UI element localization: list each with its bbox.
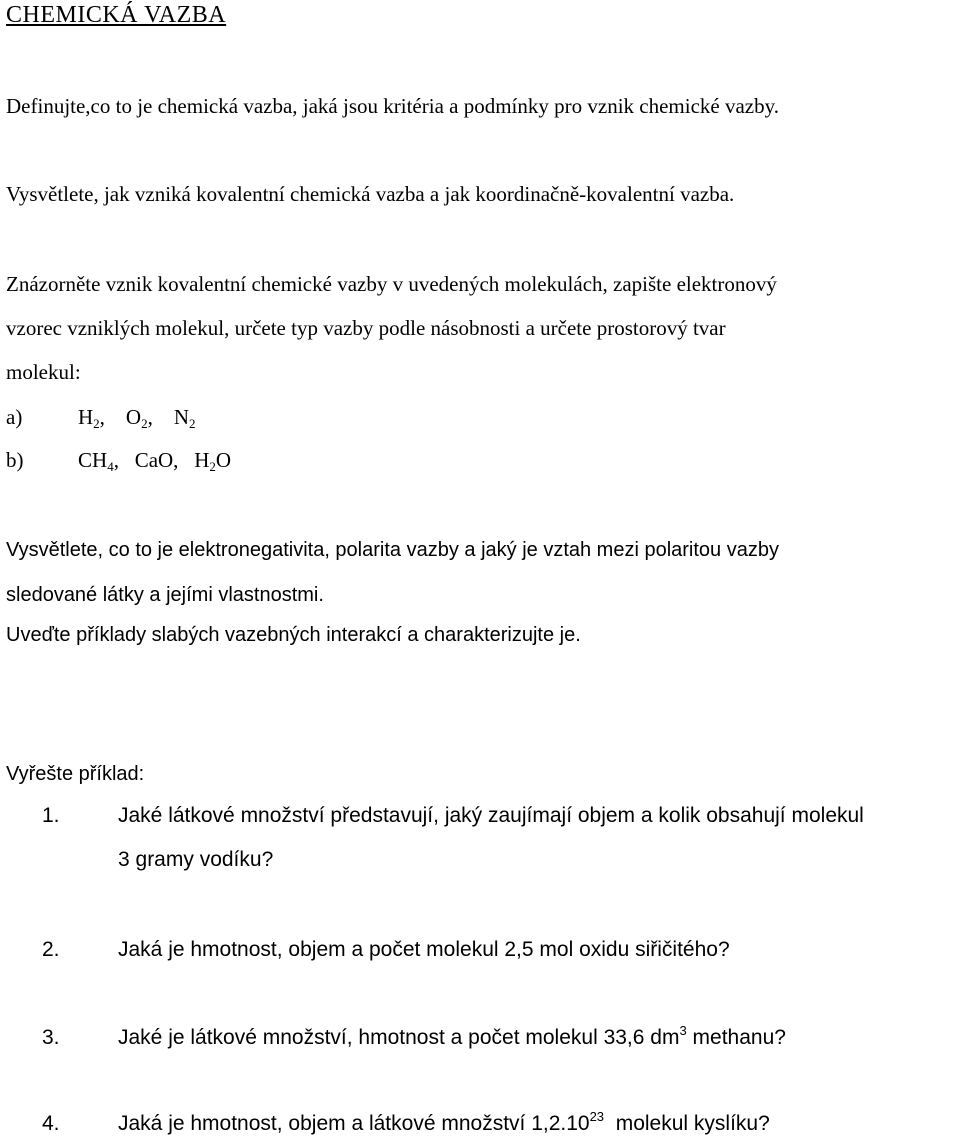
question-molecules-line3: molekul: xyxy=(6,360,81,384)
molecules-a-label: a) xyxy=(6,405,23,429)
item-1-line1: Jaké látkové množství představují, jaký zaujímají objem a kolik obsahují molekul xyxy=(118,804,864,827)
question-covalent: Vysvětlete, jak vzniká kovalentní chemická vazba a jak koordinačně-kovalentní vazba. xyxy=(6,182,735,206)
solve-heading: Vyřešte příklad: xyxy=(6,763,145,785)
question-definition: Definujte,co to je chemická vazba, jaká jsou kritéria a podmínky pro vznik chemické vazby. xyxy=(6,94,780,118)
question-weak-interactions: Uveďte příklady slabých vazebných interakcí a charakterizujte je. xyxy=(6,624,581,646)
item-4-number: 4. xyxy=(42,1112,60,1135)
question-molecules-line2: vzorec vzniklých molekul, určete typ vazby podle násobnosti a určete prostorový tvar xyxy=(6,316,726,340)
molecules-b-label: b) xyxy=(6,448,24,472)
question-electronegativity-line2: sledované látky a jejími vlastnostmi. xyxy=(6,584,324,606)
item-2-number: 2. xyxy=(42,938,60,961)
item-3-number: 3. xyxy=(42,1026,60,1049)
question-electronegativity-line1: Vysvětlete, co to je elektronegativita, polarita vazby a jaký je vztah mezi polaritou vazby xyxy=(6,539,779,561)
item-1-number: 1. xyxy=(42,804,60,827)
page-title: CHEMICKÁ VAZBA xyxy=(6,2,227,28)
item-3-text: Jaké je látkové množství, hmotnost a počet molekul 33,6 $dm^3$ methanu? xyxy=(118,1023,786,1049)
item-2-text: Jaká je hmotnost, objem a počet molekul 2,5 mol oxidu siřičitého? xyxy=(118,938,730,961)
item-1-line2: 3 gramy vodíku? xyxy=(118,848,274,871)
question-molecules-line1: Znázorněte vznik kovalentní chemické vazby v uvedených molekulách, zapište elektronový xyxy=(6,272,777,296)
molecules-a: a) $H_2$, $O_2$, $N_2$ xyxy=(6,405,196,431)
item-4-text: Jaká je hmotnost, objem a látkové množství 1,2.10$^{23}$ molekul kyslíku? xyxy=(118,1109,770,1135)
molecules-b: b) $CH_4$, CaO, $H_2O$ xyxy=(6,448,232,474)
